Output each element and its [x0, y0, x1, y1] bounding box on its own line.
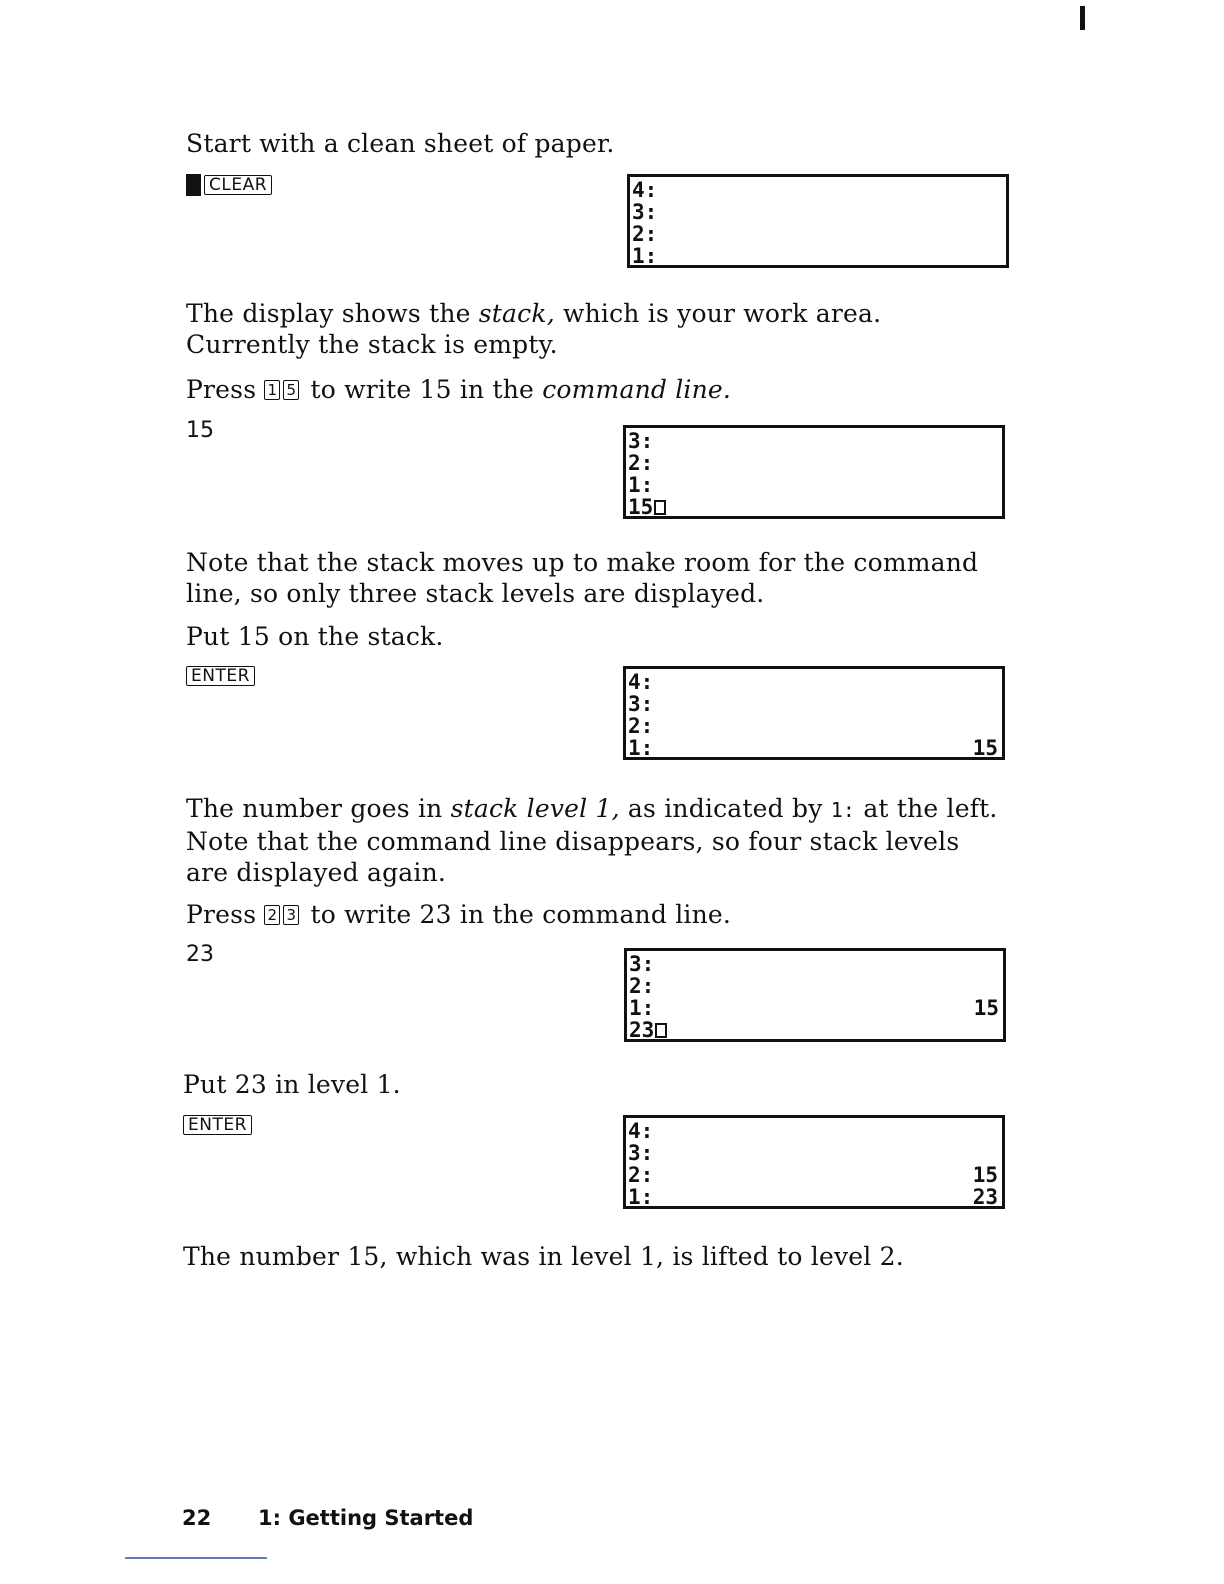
stack-label-4: 4:	[632, 178, 658, 202]
enter-keystroke	[183, 1115, 252, 1138]
stack-label-2: 2:	[629, 974, 655, 998]
stack-label-3: 3:	[629, 952, 655, 976]
cursor-icon	[655, 1023, 667, 1038]
stack-label-4: 4:	[628, 1119, 654, 1143]
stack-label-1: 1:	[628, 736, 654, 760]
clear-key: CLEAR	[204, 175, 272, 195]
instruction-press-1-5: Press 1 5 to write 15 in the command line.	[186, 375, 732, 404]
stack-value-level1: 15	[973, 996, 999, 1020]
stack-label-1: 1:	[632, 244, 658, 268]
stack-value-level1: 23	[972, 1185, 998, 1209]
instruction-press-2-3: Press 2 3 to write 23 in the command line.	[186, 900, 732, 929]
stack-label-4: 4:	[628, 670, 654, 694]
page-number: 22	[182, 1506, 212, 1530]
enter-keystroke	[186, 666, 255, 689]
cursor-icon	[654, 500, 666, 515]
stack-label-3: 3:	[632, 200, 658, 224]
stack-label-3: 3:	[628, 1141, 654, 1165]
typed-entry-23: 23	[186, 942, 214, 967]
instruction-clean-sheet: Start with a clean sheet of paper.	[186, 129, 615, 158]
paragraph-stack-moves-up: Note that the stack moves up to make room for the command line, so only three stack levels are displayed.	[186, 548, 979, 608]
stack-label-1: 1:	[629, 996, 655, 1020]
paragraph-lifted-to-level-2: The number 15, which was in level 1, is lifted to level 2.	[183, 1242, 904, 1271]
corner-mark	[1080, 6, 1085, 30]
paragraph-stack-intro: The display shows the stack, which is your work area. Currently the stack is empty.	[186, 299, 882, 359]
command-line: 23	[629, 1019, 667, 1041]
chapter-title: 1: Getting Started	[258, 1506, 474, 1530]
key-2: 2	[264, 905, 280, 925]
typed-entry-15: 15	[186, 418, 214, 443]
stack-label-2: 2:	[632, 222, 658, 246]
clear-keystroke	[186, 174, 272, 198]
stack-label-2: 2:	[628, 714, 654, 738]
stack-label-3: 3:	[628, 692, 654, 716]
lcd-display-two-levels	[623, 1115, 1005, 1209]
stack-value-level2: 15	[972, 1163, 998, 1187]
lcd-display-command-line-23	[624, 948, 1006, 1042]
stack-value-level1: 15	[972, 736, 998, 760]
stack-label-1: 1:	[628, 473, 654, 497]
lcd-display-15-level1	[623, 666, 1005, 760]
command-line: 15	[628, 496, 666, 518]
key-3: 3	[283, 905, 299, 925]
instruction-put-23: Put 23 in level 1.	[183, 1070, 401, 1099]
lcd-display-command-line-15	[623, 425, 1005, 519]
lcd-display-empty-stack	[627, 174, 1009, 268]
key-5: 5	[283, 380, 299, 400]
key-1: 1	[264, 380, 280, 400]
enter-key: ENTER	[186, 666, 255, 686]
stack-label-1: 1:	[628, 1185, 654, 1209]
enter-key: ENTER	[183, 1115, 252, 1135]
stack-label-2: 2:	[628, 451, 654, 475]
paragraph-stack-level-1: The number goes in stack level 1, as indicated by 1: at the left. Note that the command line disappears, so four stack levels are displayed again.	[186, 794, 998, 887]
instruction-put-15: Put 15 on the stack.	[186, 622, 444, 651]
footer-rule	[125, 1557, 267, 1559]
shift-key-icon	[186, 174, 201, 196]
stack-label-3: 3:	[628, 429, 654, 453]
stack-label-2: 2:	[628, 1163, 654, 1187]
